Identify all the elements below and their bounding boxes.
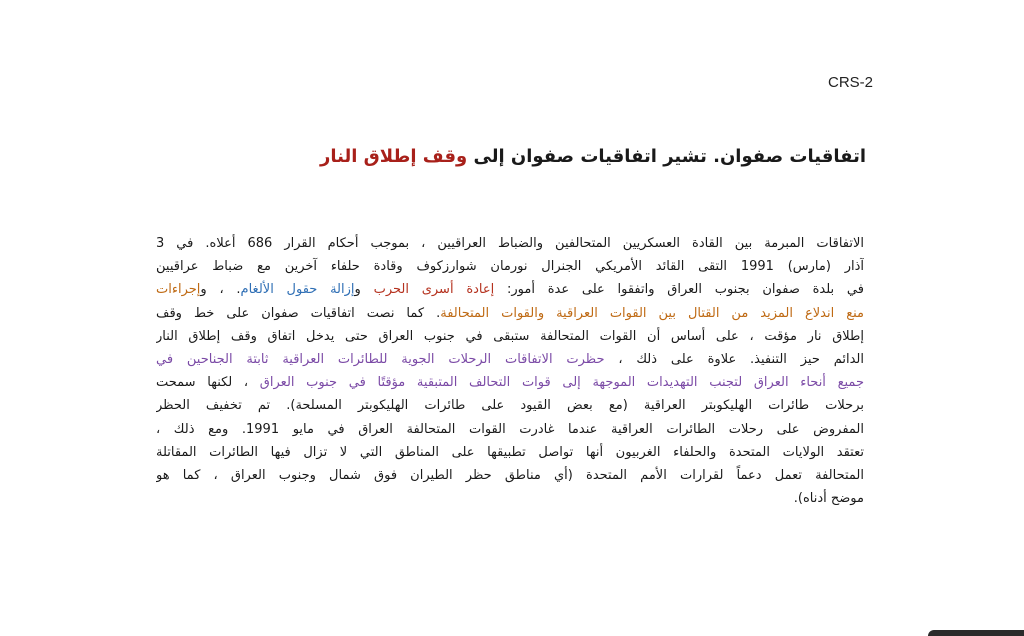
highlight-pow-return: إعادة أسرى الحرب [373, 282, 495, 298]
paragraph-line [156, 278, 864, 301]
paragraph-line [156, 371, 864, 394]
heading-highlight: وقف إطلاق النار [319, 146, 468, 167]
paragraph-line [156, 348, 864, 371]
paragraph-line [156, 302, 864, 325]
paragraph-line: المتحالفة تعمل دعماً لقرارات الأمم المتحدة (أي مناطق حظر الطيران فوق شمال وجنوب العراق ، كما هو [156, 467, 864, 483]
text-run: ، لكنها سمحت [156, 375, 260, 391]
text-run: . كما نصت اتفاقيات صفوان على خط وقف [156, 305, 441, 321]
highlight-flight-ban: حظرت الاتفاقات الرحلات الجوية للطائرات العراقية ثابتة الجناحين في [156, 351, 605, 367]
highlight-flight-ban-cont: جميع أنحاء العراق لتجنب التهديدات الموجهة إلى قوات التحالف المتبقية مؤقتًا في جنوب العراق [259, 375, 864, 391]
heading-text: اتفاقيات صفوان. تشير اتفاقيات صفوان إلى [467, 146, 866, 167]
text-run: الدائم حيز التنفيذ. علاوة على ذلك ، [604, 351, 864, 367]
text-run: و [354, 282, 374, 298]
paragraph-line: برحلات طائرات الهليكوبتر العراقية (مع بعض القيود على طائرات الهليكوبتر المسلحة). تم تخفيف الحظر [156, 398, 864, 414]
paragraph-line: تعتقد الولايات المتحدة والحلفاء الغربيون أنها تواصل تطبيقها على المناطق التي لا تزال فيها الطائرات المقاتلة [156, 444, 864, 460]
corner-edge-shape [928, 630, 1024, 636]
paragraph-line: موضح أدناه). [793, 491, 864, 507]
page-label: CRS-2 [828, 74, 874, 91]
paragraph-line: الاتفاقات المبرمة بين القادة العسكريين المتحالفين والضباط العراقيين ، بموجب أحكام القرار 686 أعلاه. في 3 [156, 236, 864, 251]
paragraph-line: آذار (مارس) 1991 التقى القائد الأمريكي الجنرال نورمان شوارزكوف وقادة حلفاء آخرين مع ضباط عراقيين [156, 259, 864, 275]
text-run: . ، و [200, 282, 241, 298]
text-run: في بلدة صفوان بجنوب العراق واتفقوا على عدة أمور: [494, 282, 864, 298]
highlight-prevent-fighting: منع اندلاع المزيد من القتال بين القوات العراقية والقوات المتحالفة [440, 305, 864, 321]
body-paragraph [156, 232, 864, 510]
section-heading [320, 146, 866, 167]
highlight-minefield-removal: إزالة حقول الألغام [240, 282, 355, 298]
paragraph-line: إطلاق نار مؤقت ، على أساس أن القوات المتحالفة ستبقى في جنوب العراق حتى يدخل اتفاق وقف إطلاق النار [156, 328, 864, 344]
highlight-measures: إجراءات [156, 282, 201, 298]
paragraph-line: المفروض على رحلات الطائرات العراقية عندما غادرت القوات المتحالفة العراق في مايو 1991. ومع ذلك ، [156, 421, 864, 437]
